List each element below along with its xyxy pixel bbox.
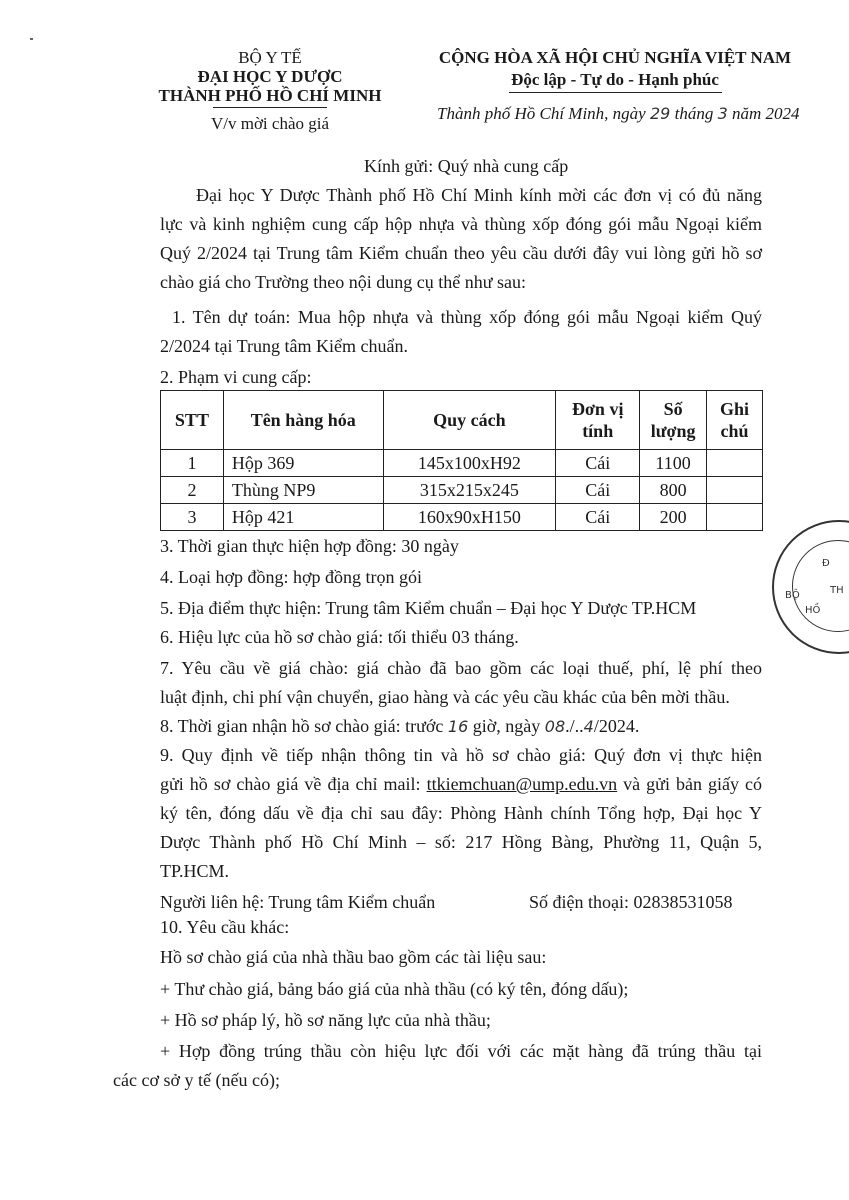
item-8-mid: giờ, ngày (472, 716, 541, 736)
col-header-stt: STT (161, 391, 224, 450)
date-day-handwritten: 29 (649, 104, 671, 123)
cell-quantity: 1100 (640, 450, 707, 477)
cell-unit: Cái (556, 477, 640, 504)
university-name-line1: ĐẠI HỌC Y DƯỢC (197, 67, 343, 86)
intro-line: lực và kinh nghiệm cung cấp hộp nhựa và thùng xốp đóng gói mẫu Ngoại kiểm (160, 214, 762, 234)
date-month-handwritten: 3 (717, 104, 728, 123)
ministry-name: BỘ Y TẾ (238, 48, 302, 67)
intro-line: chào giá cho Trường theo nội dung cụ thể như sau: (160, 272, 526, 292)
table-header-row (161, 391, 763, 450)
item-9-email-prefix: gửi hồ sơ chào giá về địa chỉ mail: (160, 774, 421, 794)
cell-spec: 160x90xH150 (383, 504, 556, 531)
cell-spec: 315x215x245 (383, 477, 556, 504)
header-right-rule (509, 92, 722, 93)
cell-note (707, 504, 763, 531)
document-item: + Hợp đồng trúng thầu còn hiệu lực đối với các mặt hàng đã trúng thầu tại (160, 1041, 762, 1061)
cell-stt: 3 (161, 504, 224, 531)
intro-line: Đại học Y Dược Thành phố Hồ Chí Minh kính mời các đơn vị có đủ năng (196, 185, 762, 205)
table-row (161, 450, 763, 477)
cell-spec: 145x100xH92 (383, 450, 556, 477)
cell-item-name: Thùng NP9 (223, 477, 383, 504)
table-row (161, 477, 763, 504)
document-item: các cơ sở y tế (nếu có); (113, 1070, 280, 1090)
item-1-line: 1. Tên dự toán: Mua hộp nhựa và thùng xốp đóng gói mẫu Ngoại kiểm Quý (172, 307, 762, 327)
cell-unit: Cái (556, 450, 640, 477)
cell-item-name: Hộp 369 (223, 450, 383, 477)
item-7-line: 7. Yêu cầu về giá chào: giá chào đã bao gồm các loại thuế, phí, lệ phí theo (160, 658, 762, 678)
item-8-hour-handwritten: 16 (447, 717, 469, 736)
date-year: năm 2024 (732, 104, 800, 123)
item-10: 10. Yêu cầu khác: (160, 917, 290, 937)
stamp-text: HỒ (805, 605, 821, 616)
cell-quantity: 200 (640, 504, 707, 531)
document-date (437, 104, 800, 124)
table-row (161, 504, 763, 531)
item-8-prefix: 8. Thời gian nhận hồ sơ chào giá: trước (160, 716, 444, 736)
stamp-text: Đ (822, 558, 830, 569)
cell-quantity: 800 (640, 477, 707, 504)
cell-note (707, 450, 763, 477)
stamp-text: BỘ (785, 590, 800, 601)
item-9-email-suffix: và gửi bản giấy có (623, 774, 763, 794)
col-header-quantity: Số lượng (640, 391, 707, 450)
col-header-item-name: Tên hàng hóa (223, 391, 383, 450)
col-header-unit: Đơn vị tính (556, 391, 640, 450)
item-2-label: 2. Phạm vi cung cấp: (160, 367, 312, 387)
date-month-label: tháng (674, 104, 714, 123)
country-name: CỘNG HÒA XÃ HỘI CHỦ NGHĨA VIỆT NAM (438, 48, 792, 67)
salutation: Kính gửi: Quý nhà cung cấp (364, 156, 569, 176)
col-header-note: Ghi chú (707, 391, 763, 450)
document-item: + Hồ sơ pháp lý, hồ sơ năng lực của nhà thầu; (160, 1010, 491, 1030)
item-7-line: luật định, chi phí vận chuyển, giao hàng và các yêu cầu khác của bên mời thầu. (160, 687, 730, 707)
item-5: 5. Địa điểm thực hiện: Trung tâm Kiểm chuẩn – Đại học Y Dược TP.HCM (160, 598, 697, 618)
national-motto: Độc lập - Tự do - Hạnh phúc (511, 70, 719, 89)
item-9-line: ký tên, đóng dấu về địa chỉ sau đây: Phòng Hành chính Tổng hợp, Đại học Y (160, 803, 762, 823)
subject-line: V/v mời chào giá (210, 114, 330, 133)
document-item: + Thư chào giá, bảng báo giá của nhà thầu (có ký tên, đóng dấu); (160, 979, 629, 999)
university-name-line2: THÀNH PHỐ HỒ CHÍ MINH (158, 86, 382, 105)
item-3: 3. Thời gian thực hiện hợp đồng: 30 ngày (160, 536, 459, 556)
supply-table (160, 390, 763, 531)
item-9-line: Dược Thành phố Hồ Chí Minh – số: 217 Hồng Bàng, Phường 11, Quận 5, (160, 832, 762, 852)
item-8: 8. Thời gian nhận hồ sơ chào giá: trước 16 giờ, ngày 08./..4/2024. (160, 716, 640, 736)
cell-stt: 1 (161, 450, 224, 477)
stamp-text: TH (830, 585, 844, 596)
item-8-day-handwritten: 08 (544, 717, 566, 736)
item-9-line-email (160, 773, 762, 795)
header-left-rule (213, 107, 327, 108)
cell-note (707, 477, 763, 504)
email-link[interactable]: ttkiemchuan@ump.edu.vn (426, 774, 618, 794)
documents-intro: Hồ sơ chào giá của nhà thầu bao gồm các tài liệu sau: (160, 947, 547, 967)
item-8-month-handwritten: 4 (583, 717, 594, 736)
item-8-year: /2024. (593, 716, 640, 736)
item-6: 6. Hiệu lực của hồ sơ chào giá: tối thiểu 03 tháng. (160, 627, 519, 647)
scan-mark (30, 38, 33, 40)
contact-person: Người liên hệ: Trung tâm Kiểm chuẩn (160, 892, 436, 912)
item-1-line: 2/2024 tại Trung tâm Kiểm chuẩn. (160, 336, 408, 356)
item-4: 4. Loại hợp đồng: hợp đồng trọn gói (160, 567, 423, 587)
intro-line: Quý 2/2024 tại Trung tâm Kiểm chuẩn theo yêu cầu dưới đây vui lòng gửi hồ sơ (160, 243, 762, 263)
col-header-spec: Quy cách (383, 391, 556, 450)
date-prefix: Thành phố Hồ Chí Minh, ngày (437, 104, 646, 123)
contact-phone: Số điện thoại: 02838531058 (529, 892, 733, 912)
cell-unit: Cái (556, 504, 640, 531)
cell-item-name: Hộp 421 (223, 504, 383, 531)
item-9-line: TP.HCM. (160, 861, 230, 881)
cell-stt: 2 (161, 477, 224, 504)
item-9-line: 9. Quy định về tiếp nhận thông tin và hồ sơ chào giá: Quý đơn vị thực hiện (160, 745, 762, 765)
